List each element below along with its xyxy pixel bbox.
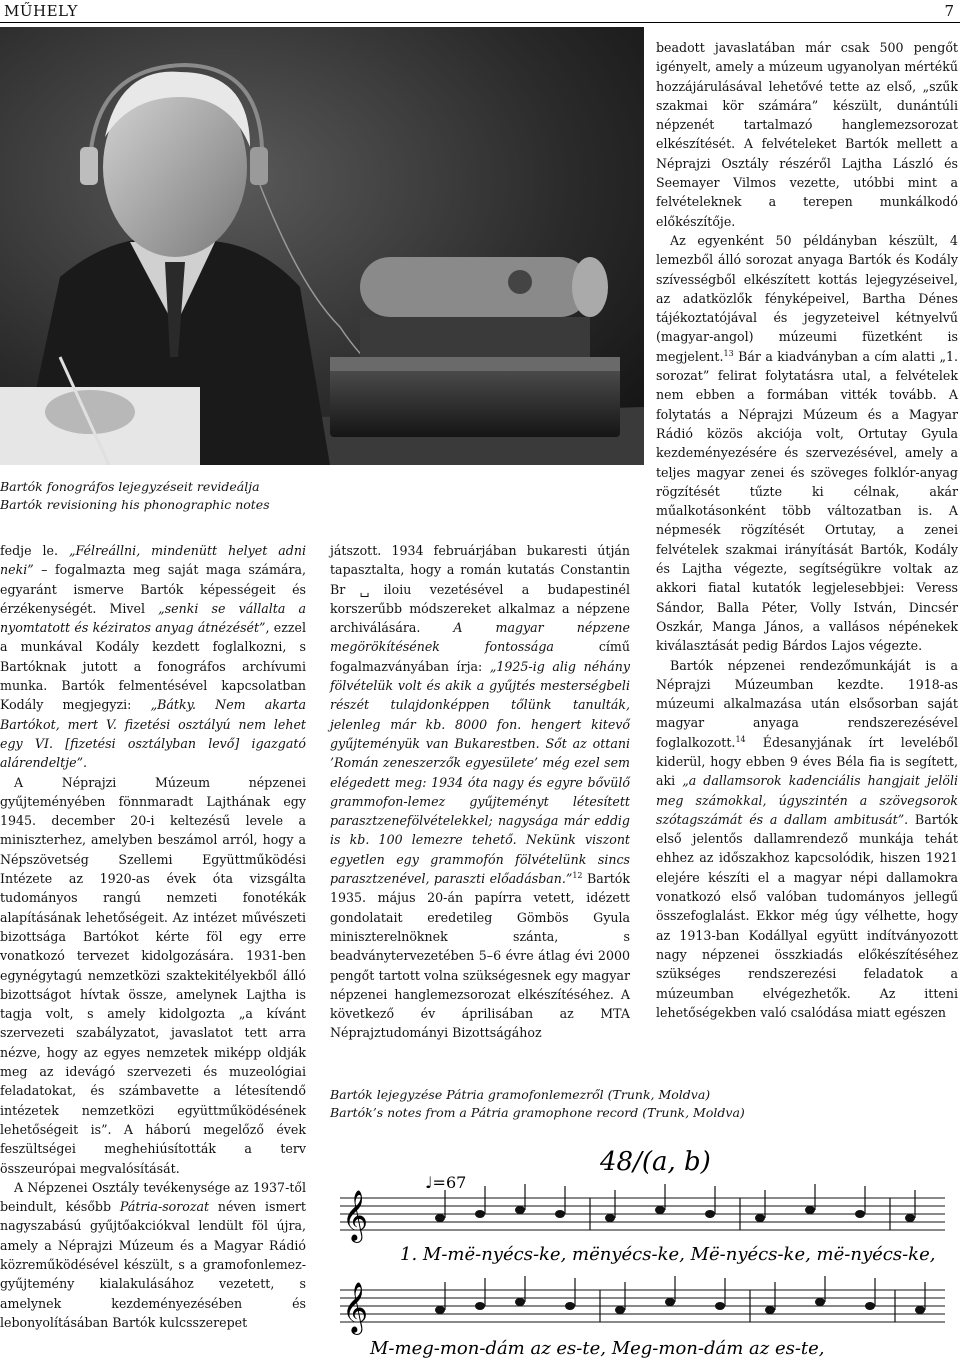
paragraph: [0, 1178, 306, 1332]
quote: „a dallamsorok kadenciális hangjait jelöli meg számokkal, úgyszintén a szövegsorok szótagszámát és a dallam ambitusát”.: [656, 773, 958, 827]
title-emphasis: A magyar népzene megörökítésének fontossága: [330, 620, 630, 655]
lyric-line-1: 1. M-më-nyécs-ke, mënyécs-ke, Më-nyécs-ke, më-nyécs-ke,: [400, 1244, 936, 1265]
footnote-ref: 12: [572, 870, 583, 880]
paragraph: beadott javaslatában már csak 500 pengőt igényelt, amely a múzeum ugyanolyan mértékű hozzájárulásával lehetővé tette az első, „szűk szakmai kör számára” készült, dunántúli népzenét tartalmazó hanglemezsorozat elkészítését. A felvételeket Bartók mellett a Néprajzi Osztály részéről Lajtha László és Seemayer Vilmos vezette, utóbbi mint a felvételeknek a terepen munkálkodó előkészítője.: [656, 40, 958, 229]
paragraph: [330, 541, 630, 1043]
text-column-1: [0, 541, 306, 1332]
photo-caption-hu: Bartók fonográfos lejegyzéseit revideálja: [0, 479, 260, 494]
score-reference: 48/(a, b): [600, 1147, 711, 1177]
text-run: című fogalmazványában írja:: [330, 639, 630, 674]
running-header: [0, 0, 960, 23]
quote: „Bátky. Nem akarta Bartókot, mert V. fizetési osztályú nem lehet egy VI. [fizetési osztályban levő] igazgató alárendeltje”.: [0, 697, 306, 771]
section-title: MŰHELY: [4, 2, 78, 20]
paragraph: [656, 231, 958, 656]
text-run: Bartók 1935. május 20-án papírra vetett, idézett gondolatait eredetileg Gömbös Gyula miniszterelnöknek szánta, s beadványtervezetében 5–6 évre átlag évi 2000 pengőt tartott volna szükségesnek egy magyar népzenei hanglemezsorozat elkészítéséhez. A következő év áprilisában az MTA Néprajztudományi Bizottságához: [330, 871, 630, 1041]
photo-caption: [0, 478, 320, 514]
page-number: 7: [944, 2, 954, 20]
text-run: – fogalmazta meg saját maga számára, egyaránt ismerve Bartók képességeit és érzékenységét. Mivel: [0, 562, 306, 616]
quote: „senki se vállalta a nyomtatott és kéziratos anyag átnézését”: [0, 600, 307, 636]
text-run: A Népzenei Osztály tevékenysége az 1937-től beindult, később: [0, 1179, 306, 1215]
photo-caption-en: Bartók revisioning his phonographic notes: [0, 497, 270, 512]
text-run: Bartók első jelentős dallamrendező munkája tehát ehhez az időszakhoz kapcsolódik, hiszen 1921 elejére készíti el a magyar népi dallamokra vonatkozó első valóban tudományos jellegű összefoglalást. Ekkor még úgy vélhette, hogy az 1913-ban Kodállyal együtt indítványozott nagy népzenei összkiadás előkészítéséhez szükséges rendszerezési feladatok a múzeumban elvégezhetők. Az itteni lehetőségekben való csalódása miatt egészen: [656, 811, 958, 1020]
score-caption: [330, 1086, 950, 1122]
footnote-ref: 13: [723, 348, 734, 358]
staff-1: [340, 1198, 945, 1230]
text-run: Édesanyjának írt leveléből kiderül, hogy ebben 9 éves Béla fia is segített, aki: [656, 734, 958, 789]
footnote-ref: 14: [735, 734, 746, 744]
treble-clef-icon: 𝄞: [342, 1282, 369, 1333]
text-run: néven ismert nagyszabású gyűjtőakciókval lendült föl újra, amely a Néprajzi Múzeum és a Magyar Rádió közreműködésével készült, s a gramofonlemez-gyűjtemény kialakulásához vezetett, s amelynek kezdeményezésében és lebonyolításában Bartók kulcsszerepet: [0, 1199, 306, 1330]
paragraph: [656, 656, 958, 1023]
quote: „Félreállni, mindenütt helyet adni neki”: [0, 543, 306, 578]
staff-2: [340, 1290, 945, 1322]
text-run: Bartók népzenei rendezőmunkáját is a Néprajzi Múzeumban kezdte. 1918-as múzeumi alkalmazása után elsősorban saját magyar anyaga rendszerezésével foglalkozott.: [656, 657, 958, 750]
text-run: , ezzel a munkával Kodály kezdett foglalkozni, s Bartóknak jutott a fonográfos archívumi munka. Bartók felmentésével kapcsolatban Kodály megjegyzi:: [0, 620, 306, 713]
paragraph: [0, 541, 306, 773]
text-run: Bár a kiadványban a cím alatti „1. sorozat” felirat folytatásra utal, a felvételek nem ebben a formában vitték tovább. A folytatás a Néprajzi Múzeum és a Magyar Rádió közös akciója volt, Ortutay Gyula kezdeményezésére és szervezésével, amely a teljes magyar zenei és szöveges folklór-anyag rögzítését tűzte ki célnak, akár műalkotásonként több változatban is. A népmesék rögzítését Ortutay, a zenei felvételek szakmai irányítását Bartók, Kodály és Lajtha végezte, segítségükre voltak az akkori fiatal kutatók legjelesebbjei: Veress Sándor, Balla Péter, Volly István, Dincsér Oszkár, Manga János, a vallásos népénekek kiválasztását pedig Bárdos Lajos végezte.: [656, 348, 958, 654]
lyric-line-2: M-meg-mon-dám az es-te, Meg-mon-dám az es-te,: [370, 1338, 825, 1359]
text-run: Az egyenként 50 példányban készült, 4 lemezből álló sorozat anyaga Bartók és Kodály szívességből elkészített kottás lejegyzéseivel, az adatközlők fényképeivel, Bartha Dénes tájékoztatójával és jegyzeteivel kétnyelvű (magyar-angol) múzeumi füzetként is megjelent.: [656, 232, 958, 364]
text-column-2: [330, 541, 630, 1043]
text-run: játszott. 1934 februárjában bukaresti útján tapasztalta, hogy a román kutatás Constantin Br␣iloiu vezetésével a budapestinél korszerűbb módszereket alkalmaz a népzene archiválására.: [330, 543, 630, 636]
paragraph: A Néprajzi Múzeum népzenei gyűjteményében fönnmaradt Lajthának egy 1945. december 20-i keltezésű levele a miniszterhez, amelyben beszámol arról, hogy a Népszövetség Szellemi Együttműködési Intézete az 1920-as évek óta vizsgálta tudományos rangú nemzeti fonotékák alapításának lehetőségeit. Az intézet művészeti bizottsága Bartókot kérte föl egy erre vonatkozó tervezet kidolgozására. 1931-ben egynégytagú nemzetközi szaktekitélyekből álló bizottságot hívtak össze, amelynek Lajtha is tagja volt, s amely kidolgozta „a kívánt szervezeti szabályzatot, javaslatot tett arra nézve, hogy az egyes nemzetek miképp oldják meg az idevágó szervezeti és muzeológiai feladatokat, és számbavette a létesítendő intézetek nemzetközi együttműködésének lehetőségeit is”. A háború megelőző évek feszültségei meghehiúsították a terv összeurópai megvalósítását.: [0, 774, 306, 1176]
quote: „1925-ig alig néhány fölvételük volt és akik a gyűjtés mesterségbeli részét tulajdonképpen tőlünk tanulták, jelenleg már kb. 8000 fon. hengert kitevő gyűjteményük van Bukarestben. Sőt az ottani ’Román zeneszerzők egyesülete’ még ezel sem elégedett meg: 1934 óta nagy és egyre bővülő grammofon-lemez gyűjteményt létesített parasztzenefölvételekkel; nagysága már eddig is kb. 100 lemezre tehető. Nekünk viszont egyetlen egy grammofón fölvételünk sincs parasztzenével, paraszti előadásban.”: [330, 658, 630, 887]
tempo-mark: ♩=67: [425, 1173, 467, 1192]
text-run: fedje le.: [0, 543, 69, 558]
treble-clef-icon: 𝄞: [342, 1190, 369, 1241]
bartok-photograph: [0, 27, 644, 465]
score-caption-en: Bartók’s notes from a Pátria gramophone record (Trunk, Moldva): [330, 1105, 745, 1120]
emphasis: Pátria-sorozat: [119, 1199, 210, 1215]
text-column-3: [656, 38, 958, 1022]
music-manuscript: [330, 1140, 950, 1365]
score-caption-hu: Bartók lejegyzése Pátria gramofonlemezről (Trunk, Moldva): [330, 1087, 711, 1102]
